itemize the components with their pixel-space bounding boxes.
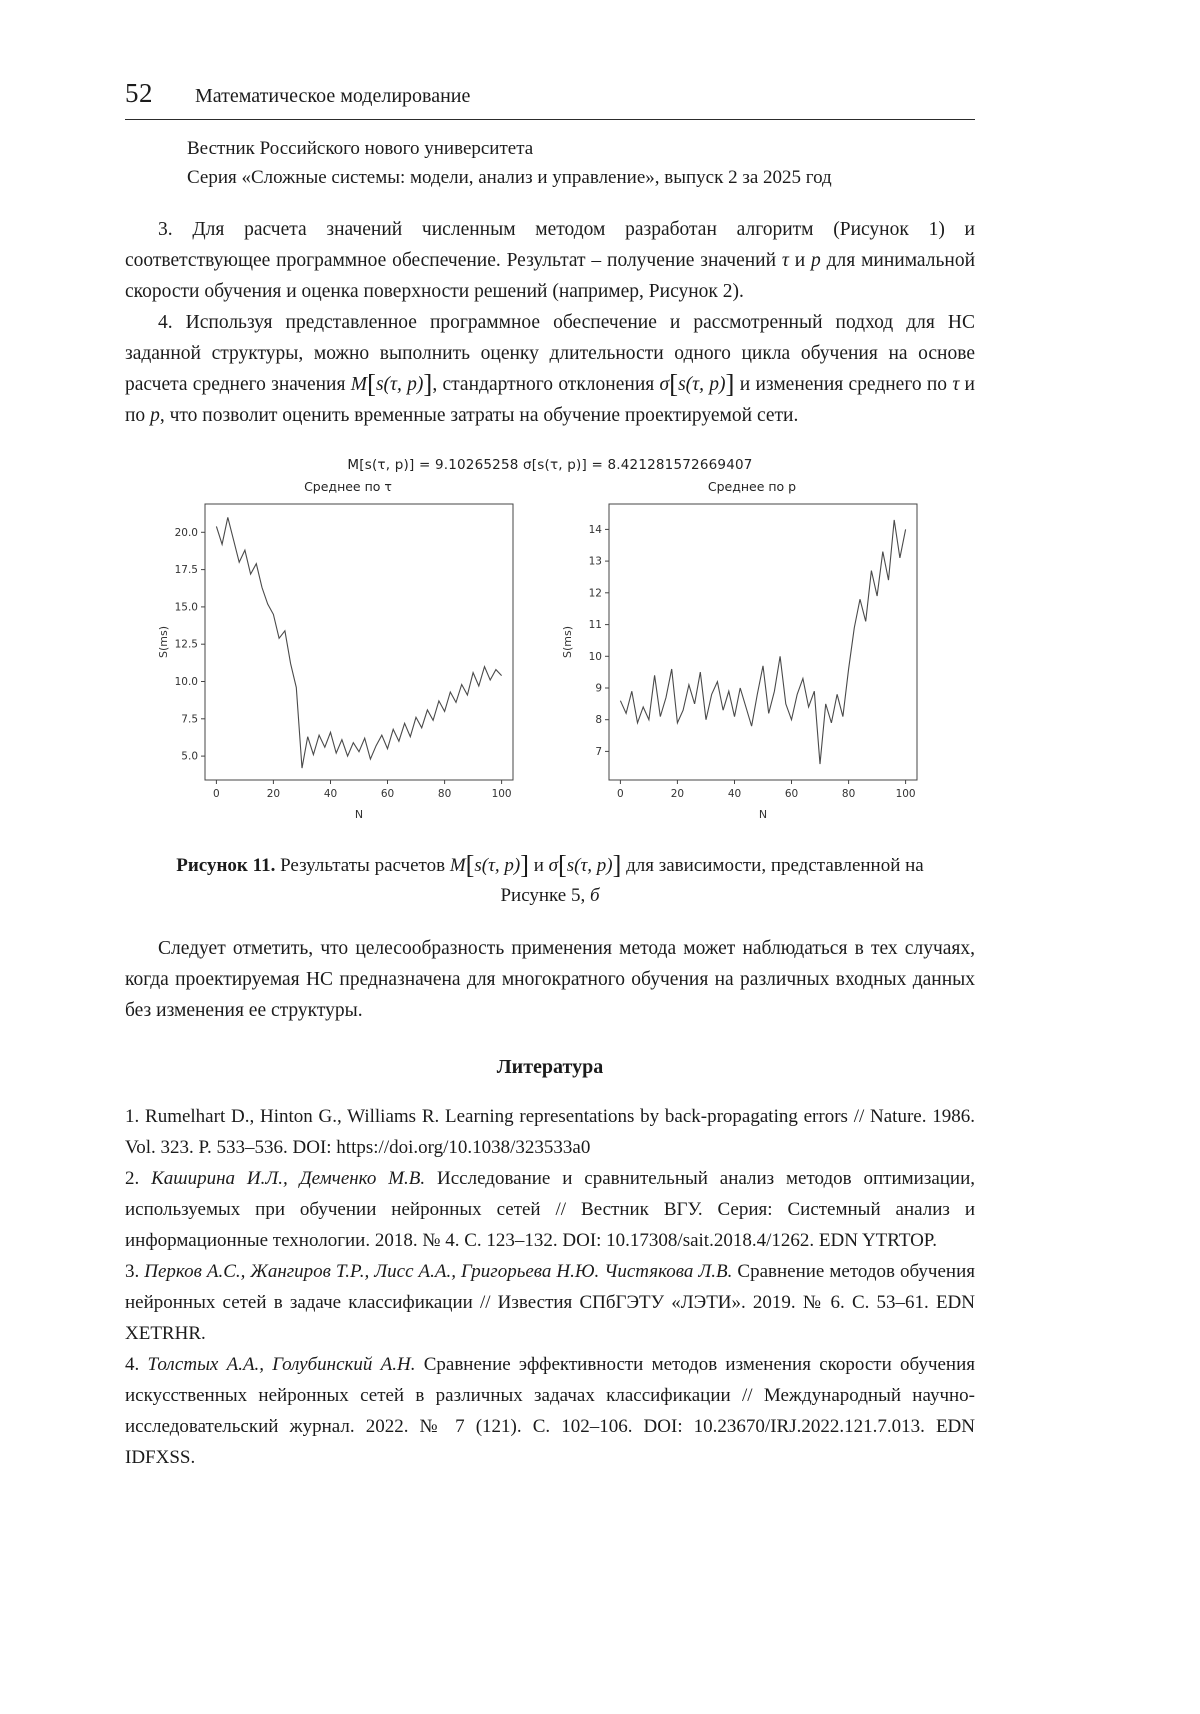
svg-text:80: 80 [437, 788, 452, 800]
text-segment: Перков А.С., Жангиров Т.Р., Лисс А.А., Григорьева Н.Ю. Чистякова Л.В. [144, 1261, 733, 1282]
reference-item-1 [125, 1101, 975, 1163]
text-segment: Следует отметить, что целесообразность применения метода может наблюдаться в тех случаях, когда проектируемая НС предназначена для многократного обучения на различных входных данных без изменения ее структуры. [125, 938, 975, 1021]
text-segment: [ [366, 368, 376, 399]
chart-mean-tau-plot [155, 496, 541, 831]
text-segment: Толстых А.А., Голубинский А.Н. [147, 1354, 416, 1375]
reference-item-2 [125, 1163, 975, 1256]
text-segment: ] [725, 368, 735, 399]
svg-text:40: 40 [727, 788, 742, 800]
svg-text:60: 60 [380, 788, 395, 800]
paragraph-note [125, 933, 975, 1026]
svg-text:20: 20 [266, 788, 281, 800]
reference-item-3 [125, 1256, 975, 1349]
figure-caption [145, 851, 955, 911]
text-segment: M [449, 855, 466, 876]
svg-text:80: 80 [841, 788, 856, 800]
paragraph-item-4 [125, 307, 975, 431]
figure-plot-title: M[s(τ, p)] = 9.10265258 σ[s(τ, p)] = 8.421281572669407 [347, 457, 753, 473]
chart-mean-tau-title: Среднее по τ [304, 479, 392, 494]
text-segment: Результаты расчетов [275, 855, 450, 876]
running-head: Математическое моделирование [195, 85, 471, 107]
svg-text:0: 0 [617, 788, 624, 800]
text-segment: для зависимости, представленной на Рисунке 5, [500, 855, 924, 906]
chart-mean-p-plot [559, 496, 945, 831]
document-page [125, 0, 975, 1473]
text-segment: Рисунок 11. [176, 855, 276, 876]
svg-text:15.0: 15.0 [174, 601, 198, 614]
text-segment: σ [659, 374, 670, 395]
svg-text:20: 20 [670, 788, 685, 800]
figure-charts [155, 479, 945, 831]
text-segment: Исследование и сравнительный анализ методов оптимизации, используемых при обучении нейронных сетей // Вестник ВГУ. Серия: Системный анализ и информационные технологии. 2018. № 4. С. 123–132. DOI: 10.17308/sait.2018.4/1262. EDN YTRTOP. [125, 1168, 976, 1251]
page-header [125, 78, 975, 120]
svg-text:10: 10 [588, 650, 602, 663]
svg-text:S(ms): S(ms) [157, 625, 170, 659]
text-segment: s(τ, p) [566, 855, 613, 876]
text-segment: p [150, 405, 160, 426]
text-segment: 4. [125, 1354, 148, 1375]
text-segment: M [350, 374, 367, 395]
svg-text:11: 11 [588, 619, 602, 632]
paragraph-item-3 [125, 214, 975, 307]
svg-text:0: 0 [213, 788, 220, 800]
text-segment: σ [548, 855, 559, 876]
text-segment: 1. Rumelhart D., Hinton G., Williams R. Learning representations by back-propagating errors // Nature. 1986. Vol. 323. P. 533–536. DOI: https://doi.org/10.1038/323533a0 [125, 1106, 975, 1158]
chart-svg [559, 496, 931, 826]
text-segment: , что позволит оценить временные затраты на обучение проектируемой сети. [159, 405, 799, 426]
text-segment: и [528, 855, 549, 876]
text-segment: и по [125, 374, 975, 426]
text-segment: для минимальной скорости обучения и оценка поверхности решений (например, Рисунок 2). [125, 250, 976, 302]
text-segment: τ [952, 374, 960, 395]
text-segment: б [589, 885, 600, 906]
svg-text:12.5: 12.5 [174, 638, 198, 651]
svg-text:9: 9 [595, 682, 602, 695]
svg-text:100: 100 [895, 788, 916, 800]
svg-text:12: 12 [588, 587, 602, 600]
chart-mean-tau [155, 479, 541, 831]
journal-info [187, 134, 975, 192]
text-segment: Сравнение эффективности методов изменения скорости обучения искусственных нейронных сетей в различных задачах классификации // Международный научно-исследовательский журнал. 2022. № 7 (121). С. 102–106. DOI: 10.23670/IRJ.2022.121.7.013. EDN IDFXSS. [125, 1354, 976, 1468]
text-segment: ] [520, 850, 529, 880]
text-segment: τ [781, 250, 789, 271]
svg-text:N: N [758, 808, 768, 821]
svg-text:20.0: 20.0 [174, 526, 198, 539]
svg-text:13: 13 [588, 555, 602, 568]
text-segment: 2. [125, 1168, 152, 1189]
svg-text:S(ms): S(ms) [561, 625, 574, 659]
svg-text:5.0: 5.0 [181, 750, 198, 763]
svg-text:100: 100 [491, 788, 512, 800]
text-segment: ] [423, 368, 433, 399]
text-segment: , стандартного отклонения [432, 374, 660, 395]
journal-name: Вестник Российского нового университета [187, 138, 534, 159]
text-segment: 4. Используя представленное программное обеспечение и рассмотренный подход для НС заданной структуры, можно выполнить оценку длительности одного цикла обучения на основе расчета среднего значения [125, 312, 975, 395]
svg-text:10.0: 10.0 [174, 676, 198, 688]
text-segment: 3. Для расчета значений численным методом разработан алгоритм (Рисунок 1) и соответствующее программное обеспечение. Результат – получение значений [125, 219, 975, 271]
svg-text:7: 7 [595, 745, 602, 758]
text-segment: [ [669, 368, 679, 399]
text-segment: и изменения среднего по [734, 374, 953, 395]
text-segment: ] [612, 850, 622, 880]
text-segment: 3. [125, 1261, 145, 1282]
svg-text:60: 60 [784, 788, 799, 800]
text-segment: [ [558, 850, 567, 880]
figure-11 [155, 457, 945, 831]
svg-text:8: 8 [595, 714, 602, 727]
reference-item-4 [125, 1349, 975, 1473]
text-segment: s(τ, p) [474, 855, 521, 876]
svg-text:14: 14 [588, 523, 602, 536]
chart-svg [155, 496, 527, 826]
svg-text:7.5: 7.5 [181, 713, 198, 726]
text-segment: s(τ, p) [375, 374, 424, 395]
svg-text:17.5: 17.5 [174, 564, 198, 577]
literature-heading: Литература [496, 1056, 604, 1078]
text-segment: и [788, 250, 812, 271]
text-segment: Сравнение методов обучения нейронных сетей в задаче классификации // Известия СПбГЭТУ «ЛЭТИ». 2019. № 6. С. 53–61. EDN XETRHR. [125, 1261, 975, 1344]
page-number: 52 [125, 78, 153, 108]
chart-mean-p [559, 479, 945, 831]
journal-series: Серия «Сложные системы: модели, анализ и управление», выпуск 2 за 2025 год [187, 167, 832, 188]
text-segment: [ [465, 850, 475, 880]
svg-text:N: N [354, 808, 364, 821]
text-segment: s(τ, p) [678, 374, 726, 395]
chart-mean-p-title: Среднее по p [707, 479, 797, 494]
text-segment: Каширина И.Л., Демченко М.В. [151, 1168, 426, 1189]
text-segment: p [811, 250, 821, 271]
svg-text:40: 40 [323, 788, 338, 800]
